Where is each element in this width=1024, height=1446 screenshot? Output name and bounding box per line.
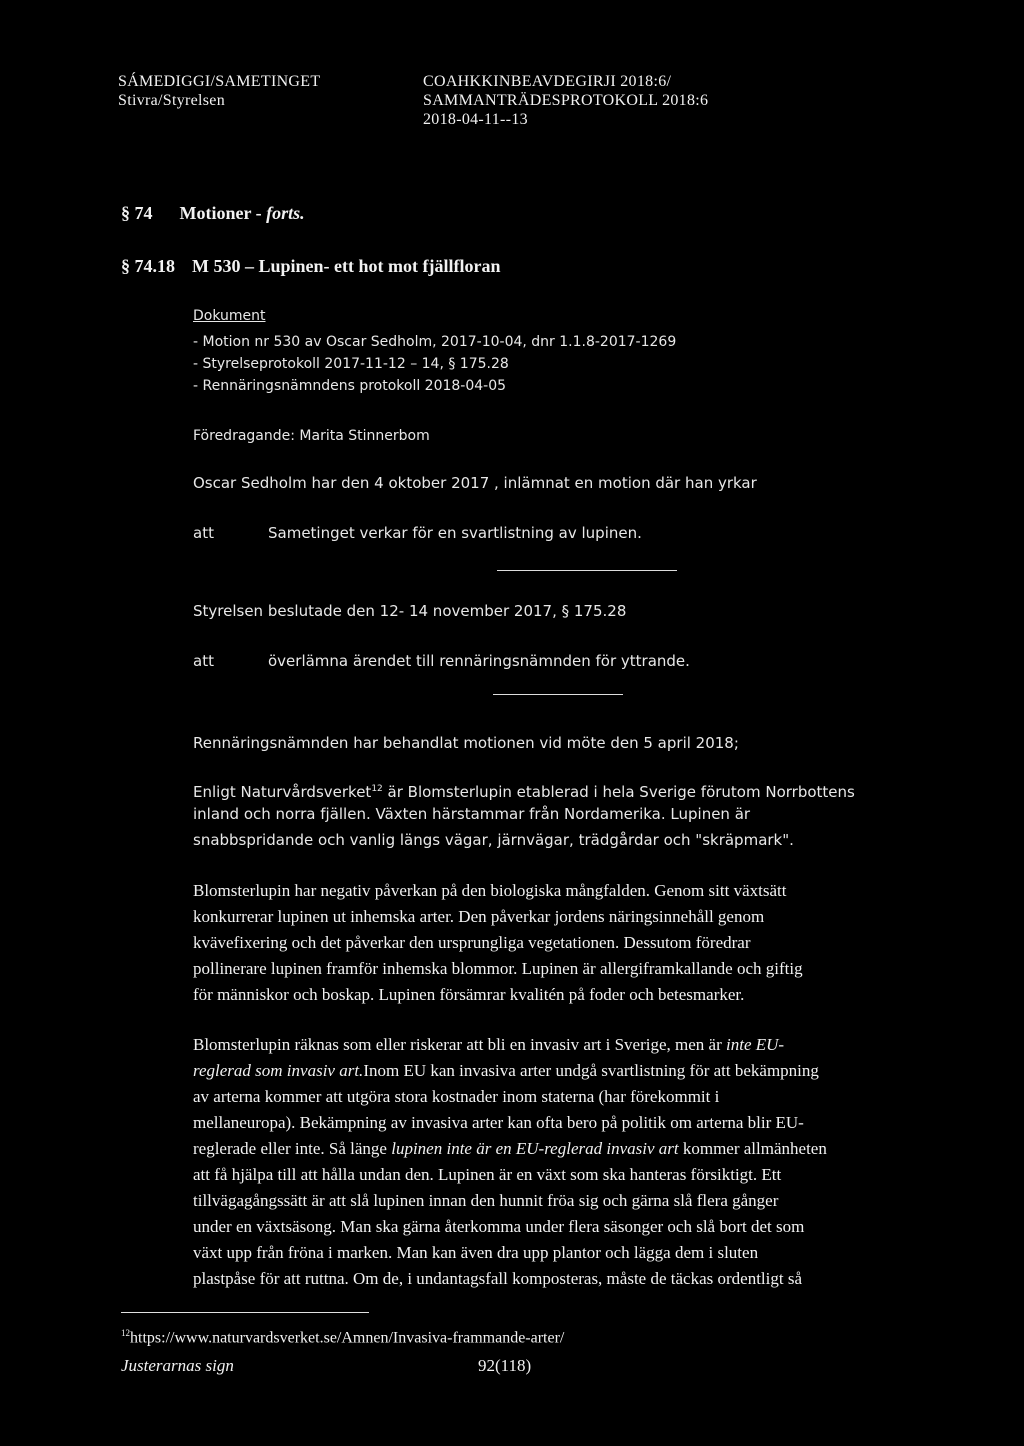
subsection-symbol: § — [121, 256, 130, 276]
board-decision: Styrelsen beslutade den 12- 14 november 2017, § 175.28 — [193, 602, 627, 620]
committee-intro: Rennäringsnämnden har behandlat motionen vid möte den 5 april 2018; — [193, 734, 739, 752]
page-number: 92(118) — [478, 1356, 532, 1375]
para3-line: under en växtsäsong. Man ska gärna återkomma under flera säsonger och slå bort det som — [193, 1217, 805, 1236]
motion-intro: Oscar Sedholm har den 4 oktober 2017 , inlämnat en motion där han yrkar — [193, 474, 757, 492]
board-claim: överlämna ärendet till rennäringsnämnden för yttrande. — [268, 652, 690, 670]
footnote-number: 12 — [121, 1328, 130, 1338]
motion-att: att — [193, 524, 214, 542]
para3-italic: lupinen inte är en EU-reglerad invasiv art — [391, 1139, 679, 1158]
footnote-rule — [121, 1312, 369, 1313]
document-item: - Styrelseprotokoll 2017-11-12 – 14, § 175.28 — [193, 356, 509, 372]
para3-line: mellaneuropa). Bekämpning av invasiva arter kan ofta bero på politik om arterna blir EU- — [193, 1113, 804, 1132]
para3-line: växt upp från fröna i marken. Man kan även dra upp plantor och lägga dem i sluten — [193, 1243, 759, 1262]
para2-line: kvävefixering och det påverkar den ursprungliga vegetationen. Dessutom föredrar — [193, 933, 751, 952]
signature-label: Justerarnas sign — [121, 1356, 234, 1375]
document-item: - Rennäringsnämndens protokoll 2018-04-05 — [193, 378, 507, 394]
para3-text: Blomsterlupin räknas som eller riskerar att bli en invasiv art i Sverige, men är — [193, 1035, 726, 1054]
header-org-line1: SÁMEDIGGI/SAMETINGET — [118, 73, 321, 90]
header-doc-line1: COAHKKINBEAVDEGIRJI 2018:6/ — [423, 73, 672, 90]
header-doc — [423, 72, 708, 129]
board-att: att — [193, 652, 214, 670]
footnote-ref: 12 — [371, 784, 383, 794]
header-org-line2: Stivra/Styrelsen — [118, 92, 226, 109]
header-doc-line3: 2018-04-11--13 — [423, 111, 528, 128]
section-heading — [121, 203, 305, 224]
subsection-title: M 530 – Lupinen- ett hot mot fjällfloran — [192, 256, 501, 276]
footnote-url: https://www.naturvardsverket.se/Amnen/Invasiva-frammande-arter/ — [130, 1329, 565, 1347]
footnote — [121, 1328, 564, 1347]
section-number: 74 — [134, 203, 153, 223]
header-doc-line2: SAMMANTRÄDESPROTOKOLL 2018:6 — [423, 92, 709, 109]
paragraph-invasive — [193, 1032, 973, 1292]
para3-text: Inom EU kan invasiva arter undgå svartlistning för att bekämpning — [363, 1061, 819, 1080]
documents-heading: Dokument — [193, 308, 266, 324]
separator-line — [497, 570, 677, 571]
paragraph-negative-impact — [193, 878, 973, 1008]
para3-text: reglerade eller inte. Så länge — [193, 1139, 392, 1158]
separator-line — [493, 694, 623, 695]
para2-line: pollinerare lupinen framför inhemska blommor. Lupinen är allergiframkallande och giftig — [193, 959, 803, 978]
para3-line: att få hjälpa till att hålla undan den. Lupinen är en växt som ska hanteras försiktigt. Ett — [193, 1165, 782, 1184]
para2-line: konkurrerar lupinen ut inhemska arter. Den påverkar jordens näringsinnehåll genom — [193, 907, 765, 926]
motion-claim: Sametinget verkar för en svartlistning av lupinen. — [268, 524, 642, 542]
para3-italic: reglerad som invasiv art. — [193, 1061, 364, 1080]
section-title: Motioner - — [179, 203, 267, 223]
para1-text: Enligt Naturvårdsverket — [193, 783, 372, 801]
document-item: - Motion nr 530 av Oscar Sedholm, 2017-10-04, dnr 1.1.8-2017-1269 — [193, 334, 677, 350]
subsection-number: 74.18 — [134, 256, 175, 276]
para3-line: plastpåse för att ruttna. Om de, i undantagsfall komposteras, måste de täckas ordentligt så — [193, 1269, 802, 1288]
para1-line: snabbspridande och vanlig längs vägar, järnvägar, trädgårdar och "skräpmark". — [193, 831, 794, 849]
presenter: Föredragande: Marita Stinnerbom — [193, 428, 430, 444]
section-symbol: § — [121, 203, 130, 223]
para3-italic: inte EU- — [726, 1035, 785, 1054]
para2-line: Blomsterlupin har negativ påverkan på den biologiska mångfalden. Genom sitt växtsätt — [193, 881, 787, 900]
para1-text: är Blomsterlupin etablerad i hela Sverige förutom Norrbottens — [382, 783, 855, 801]
para3-line: tillvägagångssätt är att slå lupinen innan den hunnit fröa sig och gärna slå flera gånger — [193, 1191, 779, 1210]
subsection-heading — [121, 256, 500, 277]
para3-line: av arterna kommer att utgöra stora kostnader inom staterna (har förekommit i — [193, 1087, 720, 1106]
para3-text: kommer allmänheten — [678, 1139, 827, 1158]
section-title-forts: forts. — [266, 203, 305, 223]
header-org — [118, 72, 320, 110]
para2-line: för människor och boskap. Lupinen försämrar kvalitén på foder och betesmarker. — [193, 985, 745, 1004]
para1-line: inland och norra fjällen. Växten härstammar från Nordamerika. Lupinen är — [193, 805, 751, 823]
paragraph-naturvardsverket — [193, 778, 855, 851]
